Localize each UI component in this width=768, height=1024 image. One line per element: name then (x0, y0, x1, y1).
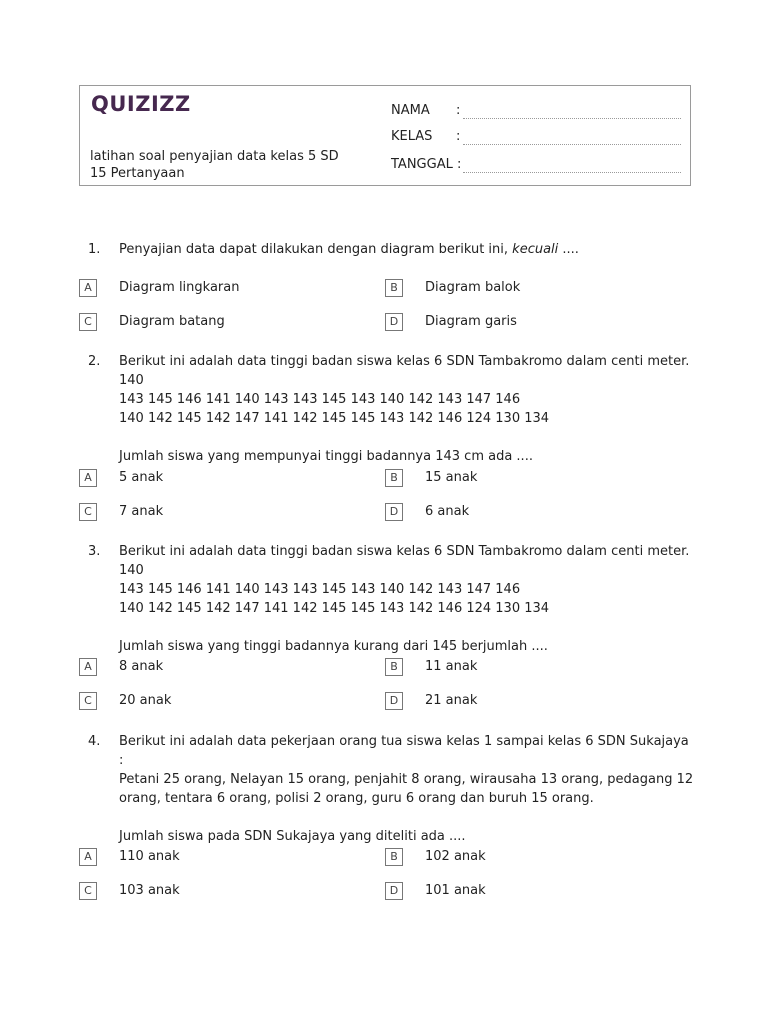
option-text: 102 anak (425, 849, 486, 864)
date-label: TANGGAL : (391, 157, 462, 172)
option-letter: D (385, 503, 403, 521)
question-number: 2. (88, 354, 101, 369)
question-prompt: Jumlah siswa yang mempunyai tinggi badannya 143 cm ada .... (119, 449, 533, 464)
option-letter: D (385, 882, 403, 900)
question-line: 140 142 145 142 147 141 142 145 145 143 142 146 124 130 134 (119, 601, 550, 616)
question-line: orang, tentara 6 orang, polisi 2 orang, guru 6 orang dan buruh 15 orang. (119, 791, 594, 806)
class-line[interactable] (463, 144, 681, 145)
option-text: 6 anak (425, 504, 470, 519)
question-text-tail: .... (558, 242, 579, 257)
option-text: 7 anak (119, 504, 164, 519)
question-prompt: Jumlah siswa pada SDN Sukajaya yang diteliti ada .... (119, 829, 466, 844)
question-number: 3. (88, 544, 101, 559)
option-letter: A (79, 279, 97, 297)
name-label: NAMA (391, 103, 430, 118)
question-text-emphasis: kecuali (512, 242, 559, 257)
option-letter: D (385, 692, 403, 710)
option-text: 110 anak (119, 849, 180, 864)
option-text: 15 anak (425, 470, 478, 485)
option-text: Diagram balok (425, 280, 521, 295)
option-letter: C (79, 503, 97, 521)
class-field[interactable] (391, 128, 461, 145)
question-text (119, 240, 694, 259)
option-text: 11 anak (425, 659, 478, 674)
question-number: 1. (88, 242, 101, 257)
question-line: 143 145 146 141 140 143 143 145 143 140 142 143 147 146 (119, 392, 521, 407)
option-letter: A (79, 658, 97, 676)
option-text: 20 anak (119, 693, 172, 708)
date-field[interactable] (391, 156, 461, 173)
date-line[interactable] (463, 172, 681, 173)
option-letter: B (385, 658, 403, 676)
question-text (119, 732, 694, 846)
option-text: Diagram batang (119, 314, 225, 329)
option-letter: B (385, 469, 403, 487)
option-text: 8 anak (119, 659, 164, 674)
question-line: Berikut ini adalah data pekerjaan orang tua siswa kelas 1 sampai kelas 6 SDN Sukajaya : (119, 734, 689, 768)
option-text: Diagram garis (425, 314, 517, 329)
option-letter: C (79, 692, 97, 710)
quizizz-logo: QUIZIZZ (91, 92, 191, 116)
question-count: 15 Pertanyaan (90, 166, 185, 181)
name-colon: : (456, 103, 461, 118)
option-text: 5 anak (119, 470, 164, 485)
question-text (119, 352, 694, 466)
question-number: 4. (88, 734, 101, 749)
name-field[interactable] (391, 102, 461, 119)
option-letter: C (79, 313, 97, 331)
worksheet-header (79, 85, 691, 186)
option-text: 101 anak (425, 883, 486, 898)
option-text: Diagram lingkaran (119, 280, 240, 295)
option-text: 103 anak (119, 883, 180, 898)
option-text: 21 anak (425, 693, 478, 708)
question-text-main: Penyajian data dapat dilakukan dengan diagram berikut ini, (119, 242, 513, 257)
option-letter: C (79, 882, 97, 900)
question-line: 143 145 146 141 140 143 143 145 143 140 142 143 147 146 (119, 582, 521, 597)
question-line: Petani 25 orang, Nelayan 15 orang, penjahit 8 orang, wirausaha 13 orang, pedagang 12 (119, 772, 694, 787)
question-text (119, 542, 694, 656)
option-letter: A (79, 848, 97, 866)
question-line: Berikut ini adalah data tinggi badan siswa kelas 6 SDN Tambakromo dalam centi meter. 140 (119, 354, 690, 388)
option-letter: D (385, 313, 403, 331)
class-colon: : (456, 129, 461, 144)
option-letter: A (79, 469, 97, 487)
option-letter: B (385, 279, 403, 297)
question-line: Berikut ini adalah data tinggi badan siswa kelas 6 SDN Tambakromo dalam centi meter. 140 (119, 544, 690, 578)
quiz-title: latihan soal penyajian data kelas 5 SD (90, 149, 339, 164)
option-letter: B (385, 848, 403, 866)
class-label: KELAS (391, 129, 433, 144)
question-prompt: Jumlah siswa yang tinggi badannya kurang dari 145 berjumlah .... (119, 639, 548, 654)
question-line: 140 142 145 142 147 141 142 145 145 143 142 146 124 130 134 (119, 411, 550, 426)
name-line[interactable] (463, 118, 681, 119)
